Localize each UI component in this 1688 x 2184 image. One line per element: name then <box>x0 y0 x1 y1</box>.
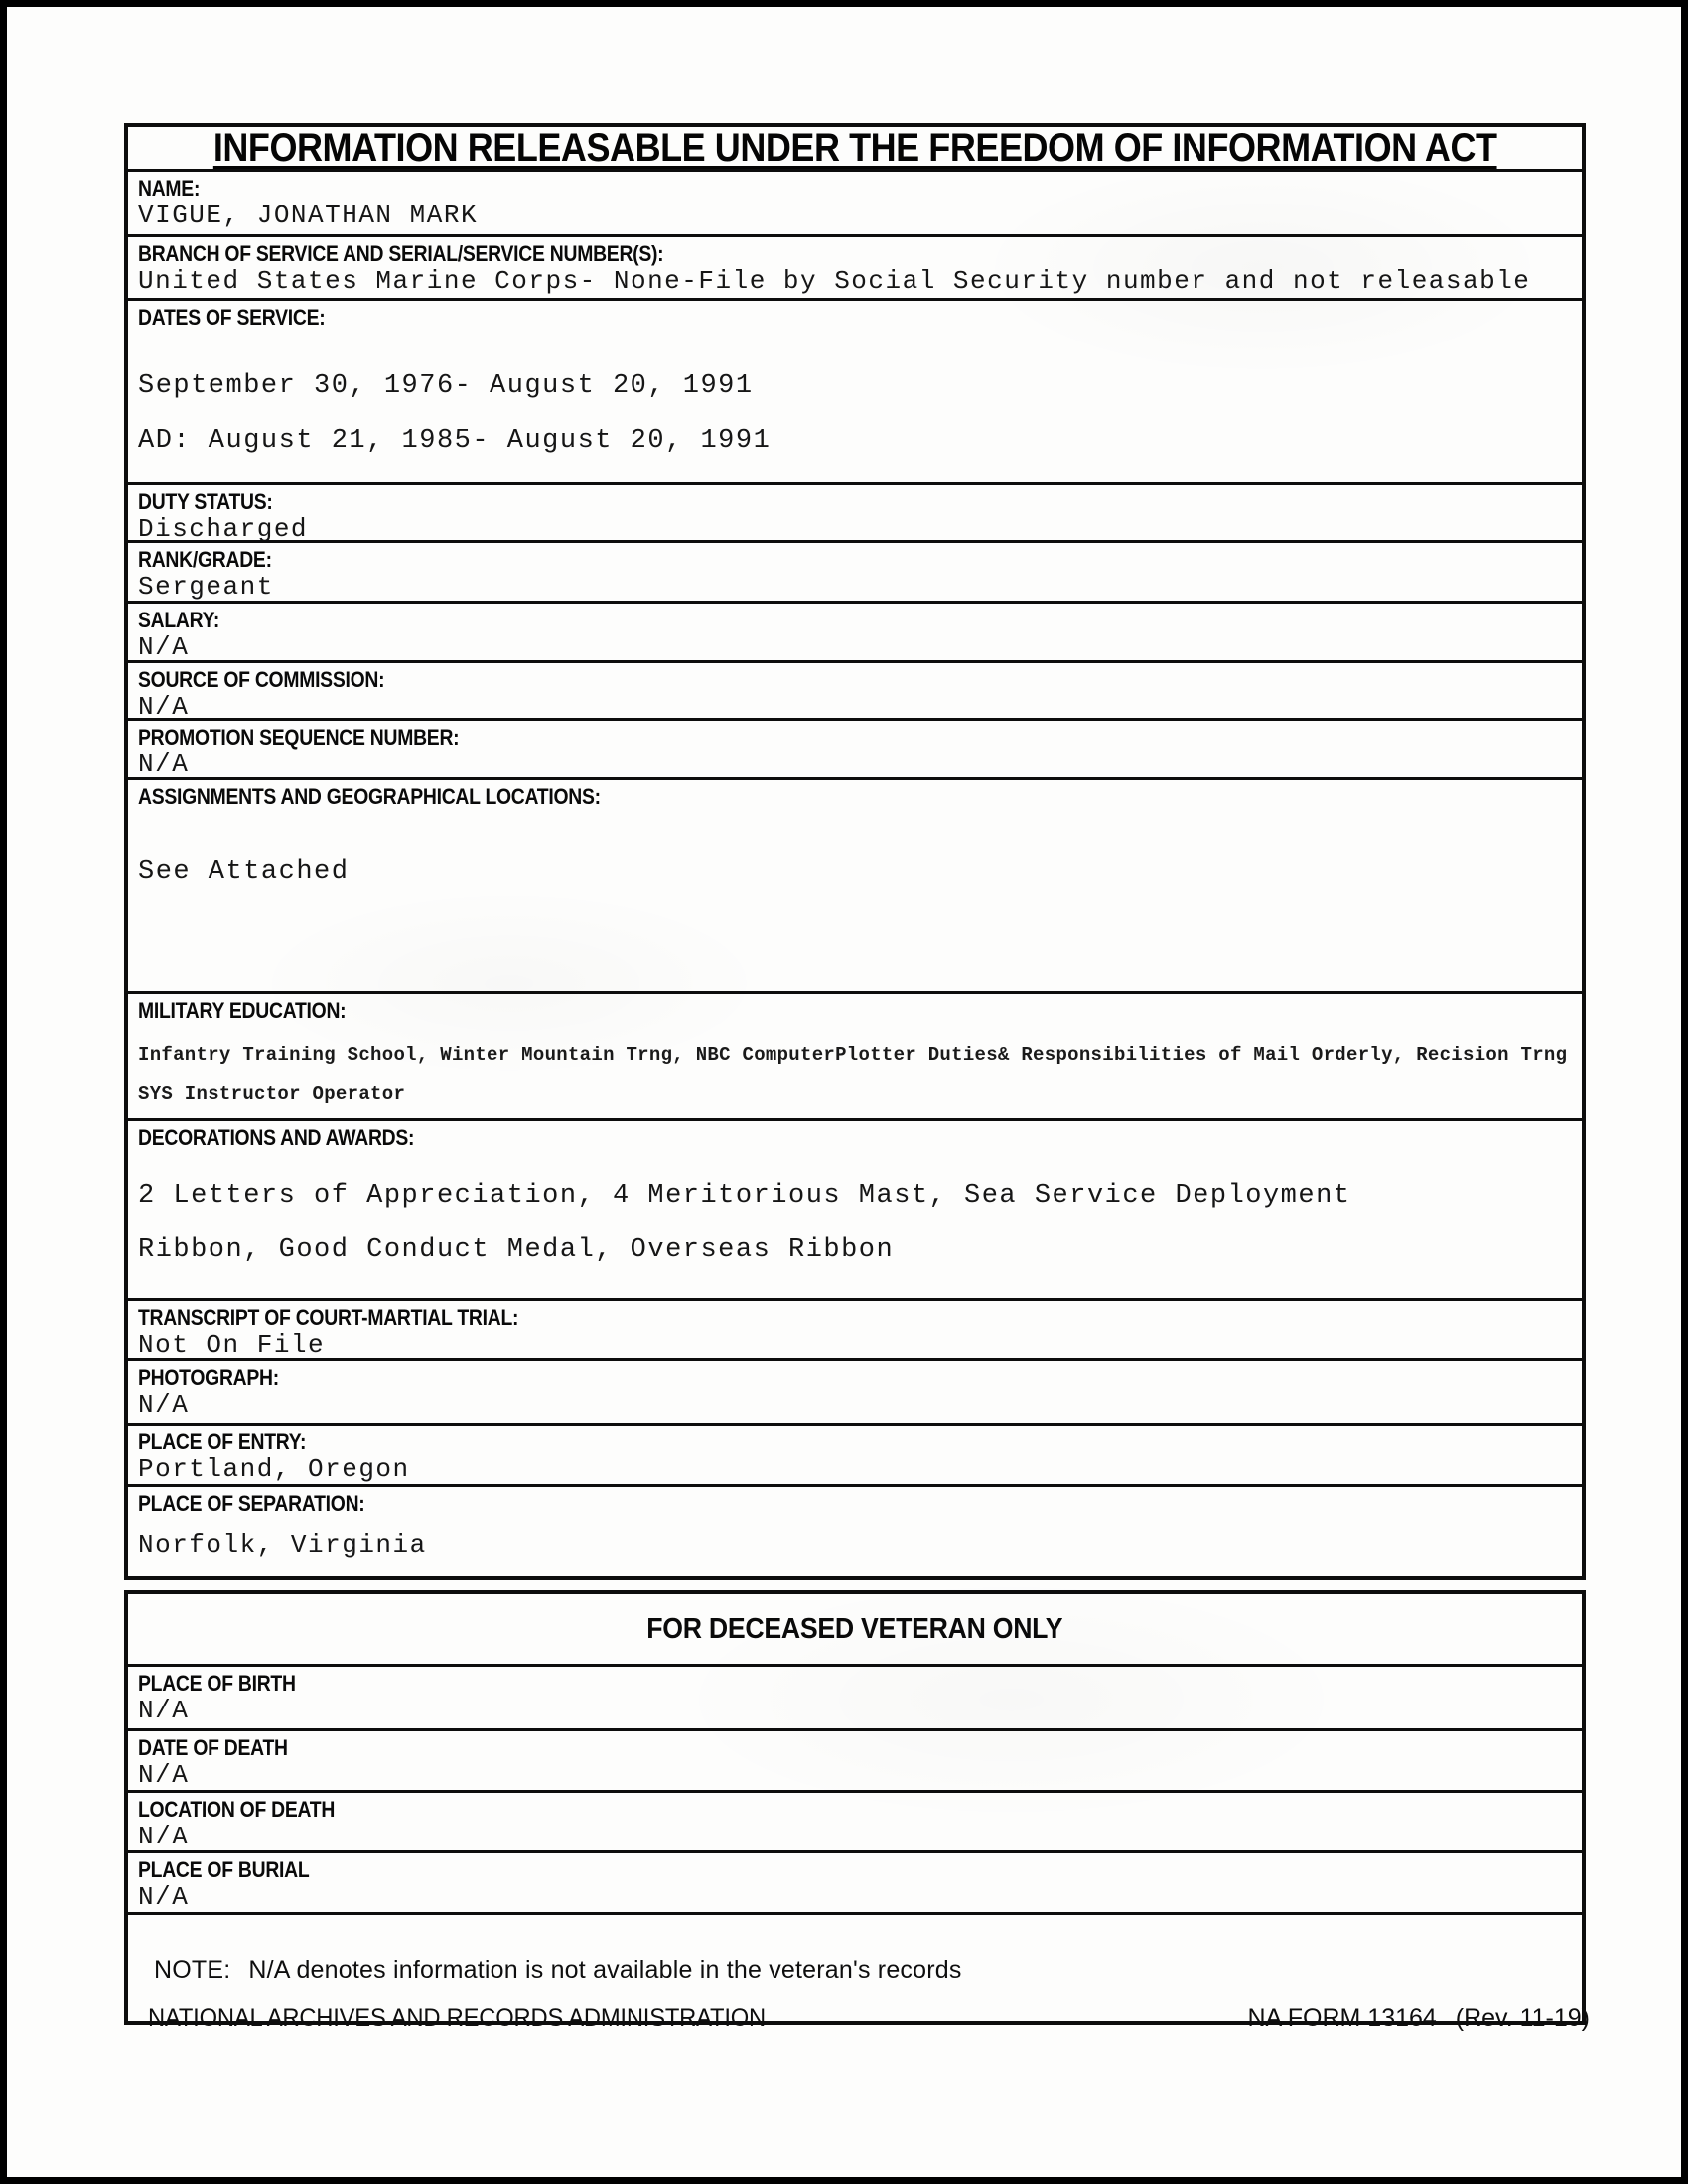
court-martial-value: Not On File <box>138 1330 326 1360</box>
place-of-birth-label: PLACE OF BIRTH <box>138 1671 296 1696</box>
duty-status-value: Discharged <box>138 514 309 543</box>
salary-label: SALARY: <box>138 608 220 632</box>
rank-grade-label: RANK/GRADE: <box>138 547 272 572</box>
field-place-of-burial <box>128 1853 1582 1915</box>
field-name <box>128 172 1582 237</box>
date-of-death-label: DATE OF DEATH <box>138 1735 288 1760</box>
location-of-death-label: LOCATION OF DEATH <box>138 1797 336 1822</box>
branch-value: United States Marine Corps- None-File by Social Security number and not releasable <box>138 266 1531 296</box>
name-label: NAME: <box>138 176 201 201</box>
field-source-of-commission <box>128 663 1582 721</box>
branch-label: BRANCH OF SERVICE AND SERIAL/SERVICE NUMBER(S): <box>138 241 664 266</box>
form-title-row <box>128 127 1582 172</box>
duty-status-label: DUTY STATUS: <box>138 489 273 514</box>
table-gap <box>124 1580 1586 1590</box>
photograph-value: N/A <box>138 1390 190 1420</box>
field-court-martial-transcript <box>128 1301 1582 1361</box>
place-of-entry-value: Portland, Oregon <box>138 1454 410 1484</box>
field-promotion-sequence-number <box>128 721 1582 780</box>
military-education-label: MILITARY EDUCATION: <box>138 998 347 1023</box>
field-place-of-birth <box>128 1667 1582 1731</box>
field-place-of-separation <box>128 1487 1582 1576</box>
source-of-commission-label: SOURCE OF COMMISSION: <box>138 667 385 692</box>
field-place-of-entry <box>128 1426 1582 1487</box>
note-text: N/A denotes information is not available in the veteran's records <box>248 1956 962 1983</box>
field-duty-status <box>128 485 1582 543</box>
place-of-separation-value: Norfolk, Virginia <box>138 1530 427 1560</box>
deceased-section-header-row <box>128 1594 1582 1667</box>
date-of-death-value: N/A <box>138 1760 190 1790</box>
note-label: NOTE: <box>154 1956 231 1983</box>
footer-form-number: NA FORM 13164 <box>1247 2004 1437 2032</box>
photograph-label: PHOTOGRAPH: <box>138 1365 279 1390</box>
dates-of-service-label: DATES OF SERVICE: <box>138 305 326 330</box>
field-dates-of-service <box>128 301 1582 485</box>
main-form-table <box>124 123 1586 1580</box>
field-photograph <box>128 1361 1582 1426</box>
form-container <box>124 123 1586 2025</box>
place-of-birth-value: N/A <box>138 1696 190 1725</box>
rank-grade-value: Sergeant <box>138 572 274 602</box>
field-branch-of-service <box>128 237 1582 301</box>
promotion-sequence-label: PROMOTION SEQUENCE NUMBER: <box>138 725 460 750</box>
field-decorations-awards <box>128 1121 1582 1301</box>
place-of-separation-label: PLACE OF SEPARATION: <box>138 1491 365 1516</box>
military-education-line1: Infantry Training School, Winter Mountain Trng, NBC ComputerPlotter Duties& Responsibilities of Mail Orderly, Recision Trng <box>138 1044 1568 1066</box>
page-footer <box>148 2004 1590 2033</box>
field-location-of-death <box>128 1793 1582 1853</box>
place-of-burial-value: N/A <box>138 1882 190 1912</box>
decorations-line2: Ribbon, Good Conduct Medal, Overseas Ribbon <box>138 1235 895 1265</box>
footer-agency: NATIONAL ARCHIVES AND RECORDS ADMINISTRATION <box>148 2004 766 2032</box>
field-military-education <box>128 994 1582 1121</box>
military-education-line2: SYS Instructor Operator <box>138 1083 406 1105</box>
footer-revision: (Rev. 11-19) <box>1455 2004 1590 2032</box>
place-of-burial-label: PLACE OF BURIAL <box>138 1857 310 1882</box>
decorations-label: DECORATIONS AND AWARDS: <box>138 1125 415 1150</box>
court-martial-label: TRANSCRIPT OF COURT-MARTIAL TRIAL: <box>138 1305 519 1330</box>
name-value: VIGUE, JONATHAN MARK <box>138 201 479 230</box>
field-rank-grade <box>128 543 1582 604</box>
dates-of-service-line1: September 30, 1976- August 20, 1991 <box>138 371 754 401</box>
decorations-line1: 2 Letters of Appreciation, 4 Meritorious Mast, Sea Service Deployment <box>138 1181 1351 1211</box>
deceased-section-header: FOR DECEASED VETERAN ONLY <box>646 1612 1063 1645</box>
form-title: INFORMATION RELEASABLE UNDER THE FREEDOM OF INFORMATION ACT <box>212 127 1497 170</box>
field-salary <box>128 604 1582 663</box>
field-date-of-death <box>128 1731 1582 1793</box>
dates-of-service-line2: AD: August 21, 1985- August 20, 1991 <box>138 426 772 456</box>
promotion-sequence-value: N/A <box>138 750 190 779</box>
source-of-commission-value: N/A <box>138 692 190 721</box>
assignments-label: ASSIGNMENTS AND GEOGRAPHICAL LOCATIONS: <box>138 784 601 809</box>
assignments-value: See Attached <box>138 857 350 887</box>
deceased-veteran-table <box>124 1590 1586 2025</box>
field-assignments <box>128 780 1582 994</box>
place-of-entry-label: PLACE OF ENTRY: <box>138 1430 307 1454</box>
salary-value: N/A <box>138 632 190 662</box>
location-of-death-value: N/A <box>138 1822 190 1851</box>
